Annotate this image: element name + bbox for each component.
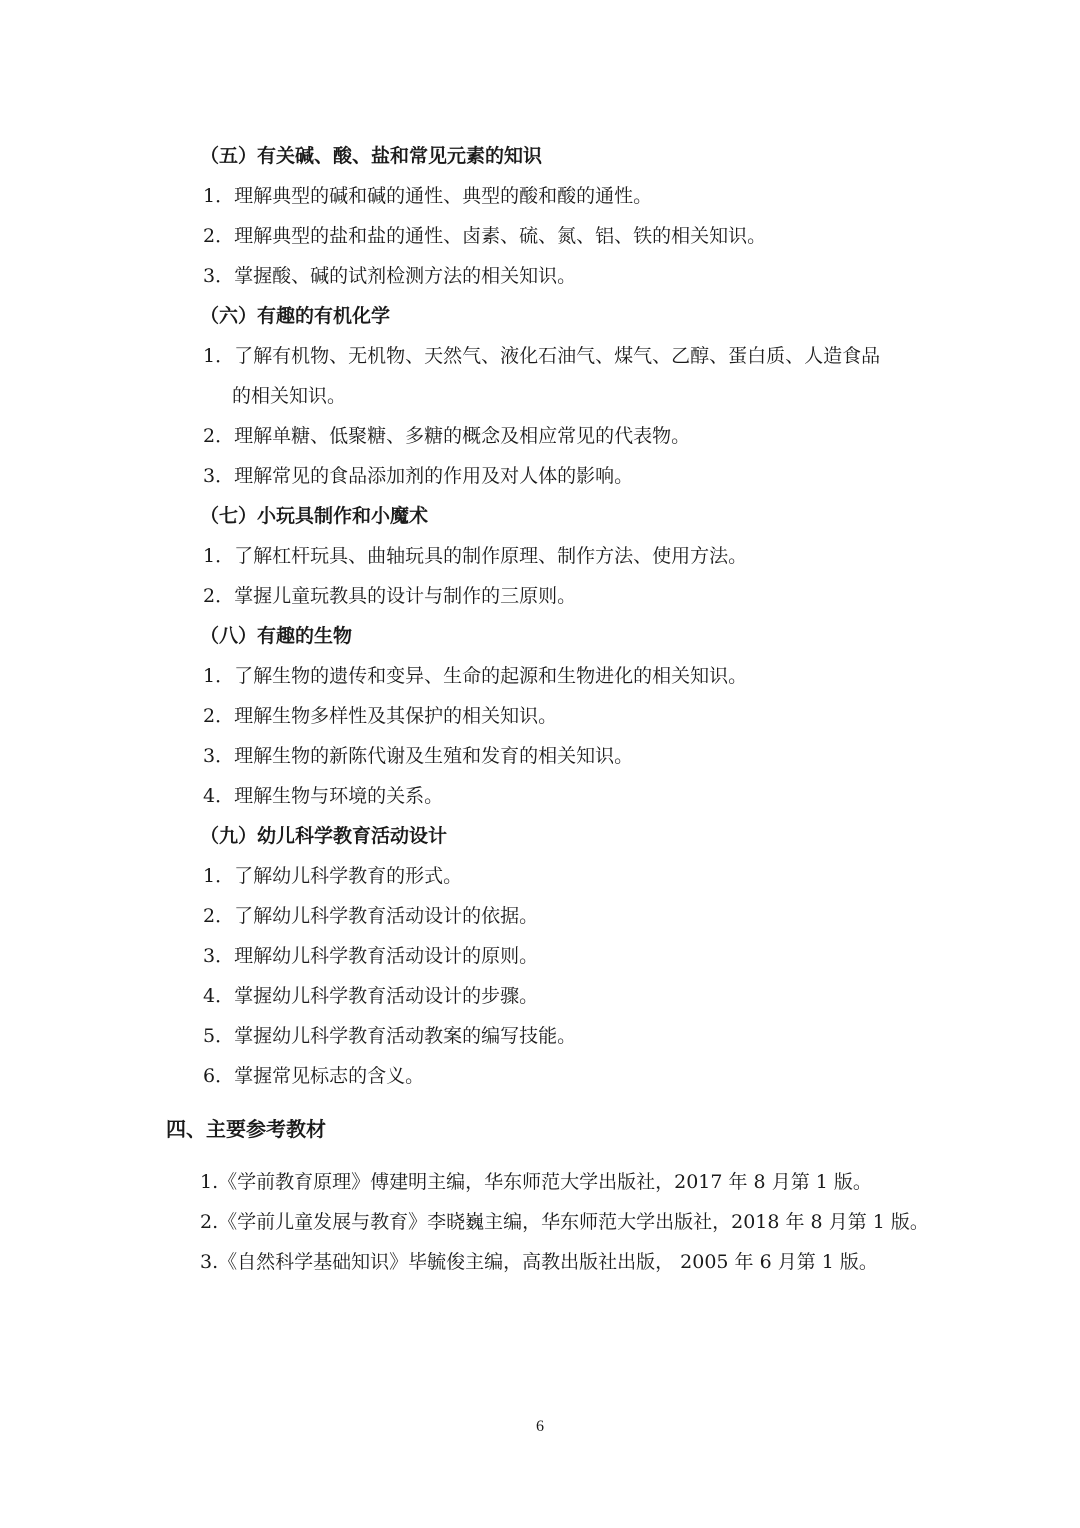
list-item: 3．理解生物的新陈代谢及生殖和发育的相关知识。 bbox=[203, 745, 634, 767]
section-heading-9: （九）幼儿科学教育活动设计 bbox=[200, 825, 448, 847]
list-item: 3．理解常见的食品添加剂的作用及对人体的影响。 bbox=[203, 465, 634, 487]
list-item: 1．了解杠杆玩具、曲轴玩具的制作原理、制作方法、使用方法。 bbox=[203, 545, 748, 567]
list-item: 2．了解幼儿科学教育活动设计的依据。 bbox=[203, 905, 539, 927]
section-heading-6: （六）有趣的有机化学 bbox=[200, 305, 391, 327]
reference-item: 2.《学前儿童发展与教育》李晓巍主编，华东师范大学出版社，2018 年 8 月第 1 版。 bbox=[200, 1211, 929, 1233]
section-heading-5: （五）有关碱、酸、盐和常见元素的知识 bbox=[200, 145, 543, 167]
list-item: 2．理解单糖、低聚糖、多糖的概念及相应常见的代表物。 bbox=[203, 425, 691, 447]
list-item: 3．掌握酸、碱的试剂检测方法的相关知识。 bbox=[203, 265, 577, 287]
reference-item: 3.《自然科学基础知识》毕毓俊主编，高教出版社出版， 2005 年 6 月第 1 版。 bbox=[200, 1251, 878, 1273]
list-item: 1．理解典型的碱和碱的通性、典型的酸和酸的通性。 bbox=[203, 185, 653, 207]
list-item: 1．了解有机物、无机物、天然气、液化石油气、煤气、乙醇、蛋白质、人造食品 bbox=[203, 345, 881, 367]
list-item: 5．掌握幼儿科学教育活动教案的编写技能。 bbox=[203, 1025, 577, 1047]
references-heading: 四、主要参考教材 bbox=[166, 1117, 326, 1141]
list-item: 2．掌握儿童玩教具的设计与制作的三原则。 bbox=[203, 585, 577, 607]
reference-item: 1.《学前教育原理》傅建明主编，华东师范大学出版社，2017 年 8 月第 1 版。 bbox=[200, 1171, 872, 1193]
section-heading-7: （七）小玩具制作和小魔术 bbox=[200, 505, 429, 527]
page-number: 6 bbox=[536, 1418, 544, 1435]
list-item: 4．掌握幼儿科学教育活动设计的步骤。 bbox=[203, 985, 539, 1007]
list-item: 1．了解幼儿科学教育的形式。 bbox=[203, 865, 463, 887]
list-item: 2．理解生物多样性及其保护的相关知识。 bbox=[203, 705, 558, 727]
list-item: 6．掌握常见标志的含义。 bbox=[203, 1065, 425, 1087]
list-item: 4．理解生物与环境的关系。 bbox=[203, 785, 444, 807]
list-item: 2．理解典型的盐和盐的通性、卤素、硫、氮、铝、铁的相关知识。 bbox=[203, 225, 767, 247]
section-heading-8: （八）有趣的生物 bbox=[200, 625, 353, 647]
list-item: 3．理解幼儿科学教育活动设计的原则。 bbox=[203, 945, 539, 967]
list-item: 1．了解生物的遗传和变异、生命的起源和生物进化的相关知识。 bbox=[203, 665, 748, 687]
list-item-continuation: 的相关知识。 bbox=[232, 385, 347, 407]
